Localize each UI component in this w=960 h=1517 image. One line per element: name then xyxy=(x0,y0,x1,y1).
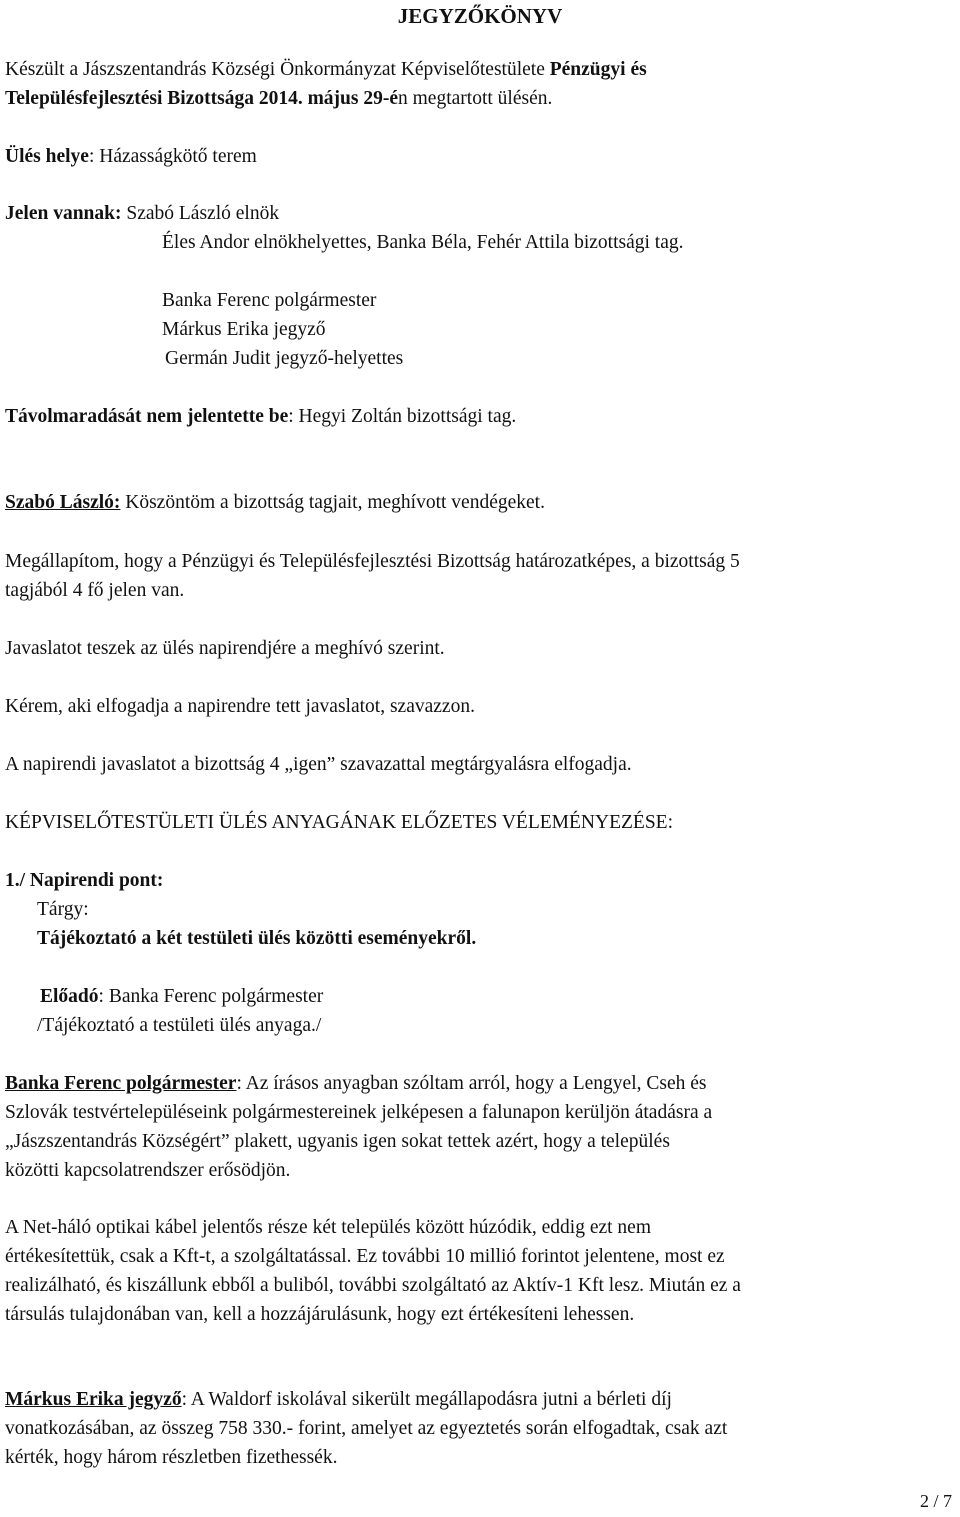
speech-notary-line-1 xyxy=(5,1385,952,1414)
speech-notary xyxy=(5,1385,952,1472)
intro-committee-name: Pénzügyi és xyxy=(549,59,647,80)
speech-text: : A Waldorf iskolával sikerült megállapodásra jutni a bérleti díj xyxy=(181,1389,672,1410)
page-number: 2 / 7 xyxy=(919,1491,952,1511)
absent-label: Távolmaradását nem jelentette be xyxy=(5,406,289,427)
quorum-line-2: tagjából 4 fő jelen van. xyxy=(5,580,185,601)
absent-line xyxy=(5,402,952,431)
greeting-text: Köszöntöm a bizottság tagjait, meghívott vendégeket. xyxy=(120,492,545,513)
speech-text: kérték, hogy három részletben fizethessék. xyxy=(5,1447,338,1468)
present-chair: Szabó László elnök xyxy=(121,203,280,224)
speech-text: közötti kapcsolatrendszer erősödjön. xyxy=(5,1160,291,1181)
agenda-number-text: 1./ Napirendi pont: xyxy=(5,870,164,891)
venue-label: Ülés helye xyxy=(5,146,89,167)
present-members: Éles Andor elnökhelyettes, Banka Béla, Fehér Attila bizottsági tag. xyxy=(162,232,684,253)
intro-paragraph xyxy=(5,55,952,113)
section-heading: KÉPVISELŐTESTÜLETI ÜLÉS ANYAGÁNAK ELŐZETES VÉLEMÉNYEZÉSE: xyxy=(5,812,673,833)
speech-text: értékesítettük, csak a Kft-t, a szolgáltatással. Ez további 10 millió forintot jelentene, most ez xyxy=(5,1246,725,1267)
guest-deputy-notary: Germán Judit jegyző-helyettes xyxy=(165,348,404,369)
agenda-material: /Tájékoztató a testületi ülés anyaga./ xyxy=(37,1015,322,1036)
intro-line-2 xyxy=(5,84,952,113)
agenda-subject-text: Tájékoztató a két testületi ülés közötti eseményekről. xyxy=(37,928,477,949)
intro-text: Készült a Jászszentandrás Községi Önkormányzat Képviselőtestülete xyxy=(5,59,550,80)
speech-mayor xyxy=(5,1069,952,1185)
guest-notary: Márkus Erika jegyző xyxy=(162,319,326,340)
speech-mayor-continued xyxy=(5,1213,952,1329)
venue-value: : Házasságkötő terem xyxy=(88,146,257,167)
speaker-name: Banka Ferenc polgármester xyxy=(5,1073,237,1094)
guest-mayor: Banka Ferenc polgármester xyxy=(162,290,377,311)
presenter-label: Előadó xyxy=(40,986,99,1007)
intro-text: megtartott ülésén. xyxy=(407,88,553,109)
present-line xyxy=(5,199,952,228)
absent-value: : Hegyi Zoltán bizottsági tag. xyxy=(288,406,517,427)
vote-result-line: A napirendi javaslatot a bizottság 4 „igen” szavazattal megtárgyalásra elfogadja. xyxy=(5,754,632,775)
venue-line xyxy=(5,142,952,171)
intro-line-1 xyxy=(5,55,952,84)
quorum-paragraph xyxy=(5,547,952,605)
intro-committee-date: Településfejlesztési Bizottsága 2014. május 29-é xyxy=(5,88,399,109)
speaker-name: Szabó László: xyxy=(5,492,121,513)
speech-text: társulás tulajdonában van, kell a hozzájárulásunk, hogy ezt értékesíteni lehessen. xyxy=(5,1304,635,1325)
proposal-line: Javaslatot teszek az ülés napirendjére a meghívó szerint. xyxy=(5,638,445,659)
speech-text: realizálható, és kiszállunk ebből a buliból, további szolgáltató az Aktív-1 Kft lesz. Miután ez a xyxy=(5,1275,741,1296)
speech-text: vonatkozásában, az összeg 758 330.- forint, amelyet az egyeztetés során elfogadtak, csak azt xyxy=(5,1418,728,1439)
speech-mayor-line-1 xyxy=(5,1069,952,1098)
quorum-line-1: Megállapítom, hogy a Pénzügyi és Településfejlesztési Bizottság határozatképes, a bizottság 5 xyxy=(5,551,740,572)
agenda-subject-label: Tárgy: xyxy=(37,899,89,920)
speech-text: : Az írásos anyagban szóltam arról, hogy a Lengyel, Cseh és xyxy=(236,1073,707,1094)
vote-request-line: Kérem, aki elfogadja a napirendre tett javaslatot, szavazzon. xyxy=(5,696,475,717)
speech-text: „Jászszentandrás Községért” plakett, ugyanis igen sokat tettek azért, hogy a település xyxy=(5,1131,670,1152)
greeting-line xyxy=(5,488,952,517)
speech-text: A Net-háló optikai kábel jelentős része két település között húzódik, eddig ezt nem xyxy=(5,1217,652,1238)
speaker-name: Márkus Erika jegyző xyxy=(5,1389,182,1410)
document-title: JEGYZŐKÖNYV xyxy=(397,4,563,28)
agenda-number xyxy=(5,866,952,895)
present-label: Jelen vannak: xyxy=(5,203,122,224)
agenda-presenter xyxy=(40,982,952,1011)
presenter-value: : Banka Ferenc polgármester xyxy=(98,986,324,1007)
intro-text: n xyxy=(398,88,408,109)
speech-text: Szlovák testvértelepüléseink polgármestereinek jelképesen a falunapon kerüljön átadásra a xyxy=(5,1102,713,1123)
agenda-subject xyxy=(37,924,952,953)
